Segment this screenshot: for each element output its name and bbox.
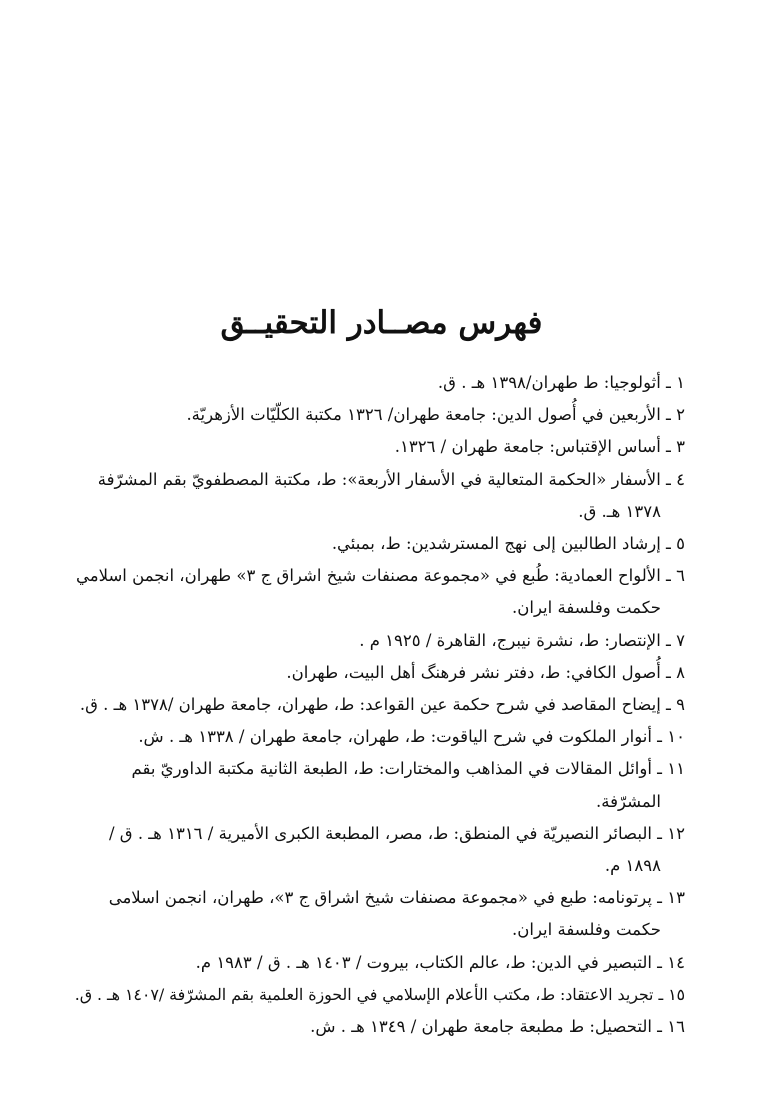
entry-line: [73, 625, 685, 657]
list-item: [73, 625, 685, 657]
entry-line: [73, 818, 685, 850]
list-item: [73, 560, 685, 624]
entry-continuation: المشرّفة.: [596, 791, 661, 811]
entry-line: [73, 560, 685, 592]
list-item: [73, 367, 685, 399]
list-item: [73, 979, 685, 1011]
entry-text: ـ أُصول الكافي: ط، دفتر نشر فرهنگ أهل البيت، طهران.: [286, 662, 671, 682]
list-item: [73, 882, 685, 946]
entry-text: ـ البصائر النصيريّة في المنطق: ط، مصر، المطبعة الكبرى الأميرية / ١٣١٦ هـ . ق /: [108, 823, 663, 843]
entry-number: ١٢: [667, 823, 685, 843]
list-item: [73, 721, 685, 753]
entry-text: ـ التحصيل: ط مطبعة جامعة طهران / ١٣٤٩ هـ . ش.: [310, 1017, 663, 1037]
entry-line: [73, 464, 685, 496]
entry-text: ـ الإنتصار: ط، نشرة نيبرج، القاهرة / ١٩٢٥ م .: [359, 630, 671, 650]
entry-number: ١٤: [667, 952, 685, 972]
entry-text: ـ أثولوجيا: ط طهران/١٣٩٨ هـ . ق.: [437, 373, 671, 392]
list-item: [73, 657, 685, 689]
entry-number: ٥: [676, 534, 685, 554]
entry-line: [73, 689, 685, 721]
entry-number: ٨: [676, 662, 685, 682]
list-item: [73, 689, 685, 721]
entry-text: ـ التبصير في الدين: ط، عالم الكتاب، بيروت / ١٤٠٣ هـ . ق / ١٩٨٣ م.: [195, 952, 663, 972]
entry-text: ـ إرشاد الطالبين إلى نهج المسترشدين: ط، بمبئي.: [331, 534, 671, 554]
entry-continuation: ١٨٩٨ م.: [604, 856, 661, 876]
entry-number: ٦: [676, 566, 685, 586]
sources-list: [73, 367, 685, 1043]
list-item: [73, 947, 685, 979]
entry-number: ٤: [676, 469, 685, 489]
entry-text: ـ الأسفار «الحكمة المتعالية في الأسفار الأربعة»: ط، مكتبة المصطفويّ بقم المشرّفة: [97, 469, 671, 489]
entry-number: ١١: [667, 759, 685, 779]
entry-text: ـ أساس الإقتباس: جامعة طهران / ١٣٢٦.: [394, 437, 671, 457]
entry-text: ـ تجريد الاعتقاد: ط، مكتب الأعلام الإسلامي في الحوزة العلمية بقم المشرّفة /١٤٠٧ هـ . ق.: [74, 984, 664, 1004]
entry-line: [73, 431, 685, 463]
entry-line: [73, 721, 685, 753]
list-item: [73, 818, 685, 882]
entry-number: ١٦: [667, 1017, 685, 1037]
entry-text: ـ أوائل المقالات في المذاهب والمختارات: ط، الطبعة الثانية مكتبة الداوريّ بقم: [131, 759, 663, 779]
entry-number: ١: [676, 373, 685, 392]
entry-line: [73, 753, 685, 785]
list-item: [73, 753, 685, 817]
entry-line: [73, 528, 685, 560]
entry-line: [73, 657, 685, 689]
entry-number: ١٥: [668, 984, 685, 1004]
entry-line: [73, 399, 685, 431]
list-item: [73, 528, 685, 560]
entry-number: ٢: [676, 405, 685, 425]
entry-text: ـ الألواح العمادية: طُبع في «مجموعة مصنفات شيخ اشراق ج ٣» طهران، انجمن اسلامي: [76, 566, 671, 586]
list-item: [73, 464, 685, 528]
entry-continuation: حكمت وفلسفة ايران.: [512, 920, 661, 940]
entry-line: [73, 979, 685, 1011]
entry-number: ١٠: [667, 727, 685, 747]
entry-text: ـ أنوار الملكوت في شرح الياقوت: ط، طهران، جامعة طهران / ١٣٣٨ هـ . ش.: [138, 727, 663, 747]
entry-line: [73, 367, 685, 399]
page-title: فهرس مصــادر التحقيــق: [220, 305, 543, 341]
entry-continuation: حكمت وفلسفة ايران.: [512, 598, 661, 618]
list-item: [73, 431, 685, 463]
entry-number: ٣: [676, 437, 685, 457]
entry-text: ـ الأربعين في أُصول الدين: جامعة طهران/ ١٣٢٦ مكتبة الكلّيّات الأزهريّة.: [186, 405, 671, 425]
entry-text: ـ إيضاح المقاصد في شرح حكمة عين القواعد: ط، طهران، جامعة طهران /١٣٧٨ هـ . ق.: [79, 695, 671, 715]
entry-number: ٩: [676, 695, 685, 715]
entry-text: ـ پرتونامه: طبع في «مجموعة مصنفات شيخ اشراق ج ٣»، طهران، انجمن اسلامى: [108, 888, 663, 908]
entry-line: [73, 1011, 685, 1043]
entry-line: [73, 947, 685, 979]
entry-number: ٧: [676, 630, 685, 650]
list-item: [73, 399, 685, 431]
entry-continuation: ١٣٧٨ هـ. ق.: [578, 501, 661, 521]
entry-line: [73, 882, 685, 914]
list-item: [73, 1011, 685, 1043]
entry-number: ١٣: [667, 888, 685, 908]
